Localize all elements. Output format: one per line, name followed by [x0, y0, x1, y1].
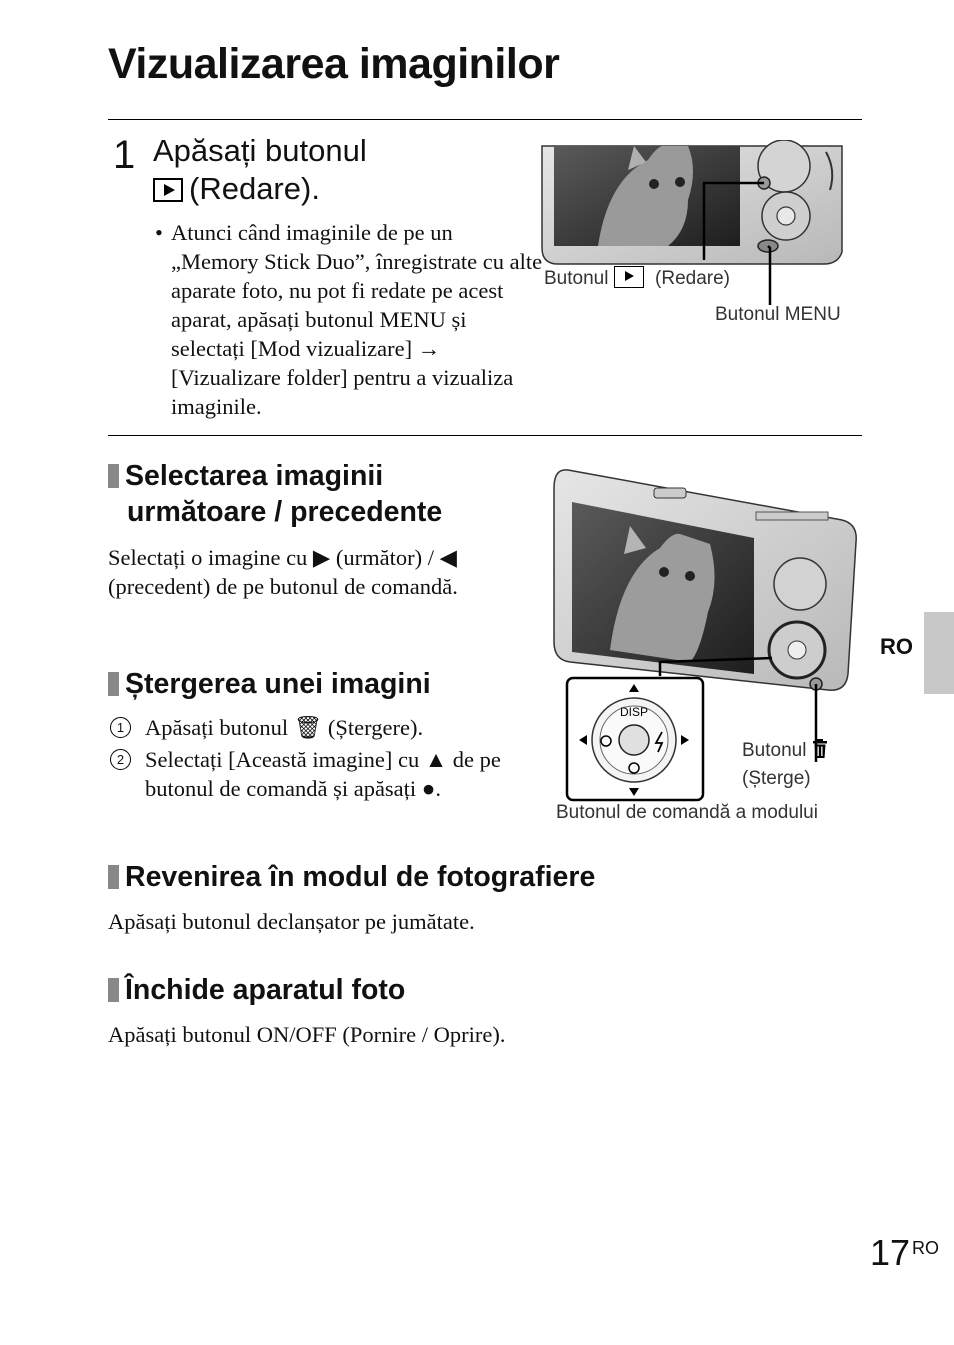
step-marker-1: 1: [110, 717, 131, 738]
heading-marker: [108, 464, 119, 488]
heading-delete: Ștergerea unei imagini: [108, 666, 431, 702]
step-note: [155, 218, 545, 421]
top-divider: [108, 119, 862, 120]
step-number: 1: [113, 133, 136, 177]
play-button-label: Butonul (Redare): [544, 268, 730, 289]
page-number: 17 $^{RO}$: [870, 1232, 940, 1273]
menu-button-label: Butonul MENU: [715, 304, 841, 325]
side-tab-bar: [924, 612, 954, 694]
trash-icon: [812, 739, 828, 759]
section-divider: [108, 435, 862, 436]
shooting-mode-text: Apăsați butonul declanșator pe jumătate.: [108, 909, 475, 934]
control-button-label: Butonul de comandă a modului: [556, 802, 818, 823]
step-title-line1: Apăsați butonul: [153, 133, 367, 168]
side-tab-label: RO: [880, 634, 913, 659]
step-marker-2: 2: [110, 749, 131, 770]
heading-marker: [108, 672, 119, 696]
step-title: [153, 132, 367, 208]
heading-next-previous: Selectarea imaginii următoare / precedente: [108, 458, 442, 530]
delete-step-2: 2 Selectați [Această imagine] cu ▲ de pe butonul de comandă și apăsați ●.: [108, 745, 515, 803]
delete-steps: [108, 713, 548, 803]
delete-step-1: 1 Apăsați butonul 🗑 (Ștergere).: [108, 713, 548, 742]
step-title-line2: [153, 170, 367, 208]
play-icon: [153, 178, 183, 202]
note-text: Atunci când imaginile de pe un „Memory Stick Duo”, înregistrate cu alte aparate foto, nu pot fi redate pe acest aparat, apăsați butonul MENU și selectați [Mod vizualizare] → [Vizualizare folder] pentru a vizualiza imaginile.: [171, 220, 543, 419]
play-icon: [614, 266, 644, 288]
heading-shooting-mode: Revenirea în modul de fotografiere: [108, 859, 595, 895]
heading-power-off: Închide aparatul foto: [108, 972, 405, 1008]
next-previous-text: Selectați o imagine cu ▶ (următor) / ◀ (precedent) de pe butonul de comandă.: [108, 545, 458, 599]
bullet: •: [155, 220, 163, 245]
step-title-redare: (Redare).: [189, 171, 320, 206]
power-off-text: Apăsați butonul ON/OFF (Pornire / Oprire).: [108, 1022, 506, 1047]
disp-label: DISP: [619, 705, 649, 719]
heading-marker: [108, 978, 119, 1002]
page-title: Vizualizarea imaginilor: [108, 40, 560, 88]
page-number-suffix: RO: [912, 1238, 940, 1258]
trash-button-label: Butonul (Șterge): [742, 737, 828, 793]
heading-marker: [108, 865, 119, 889]
